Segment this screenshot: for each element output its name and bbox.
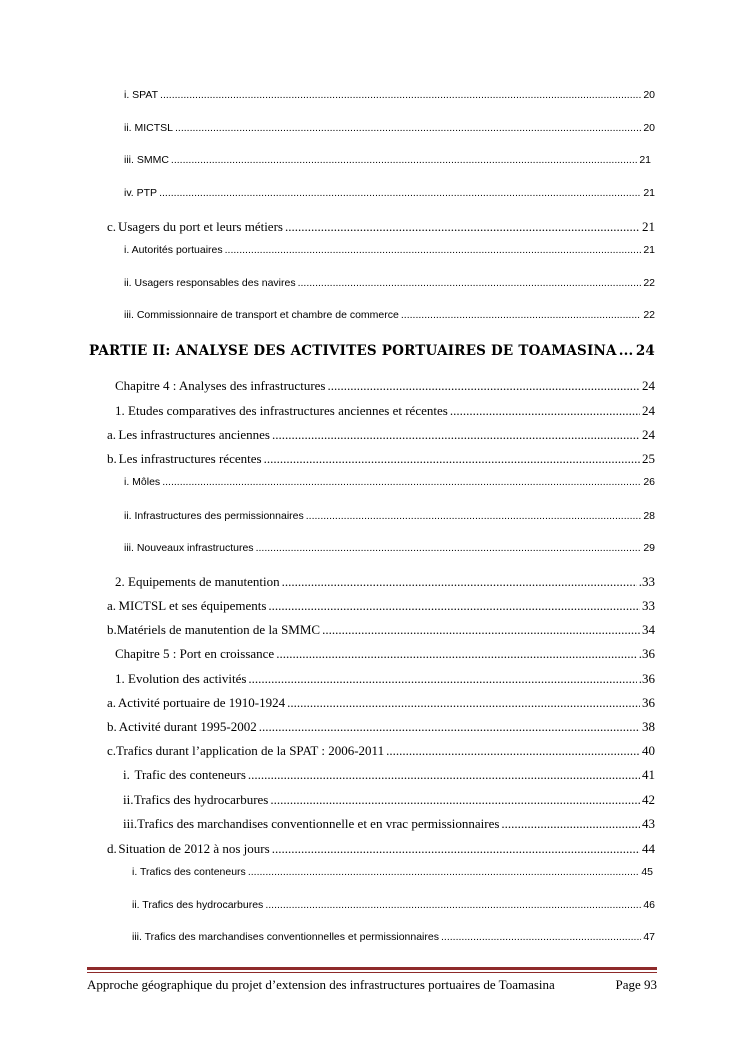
- toc-leader-dots: [159, 187, 641, 199]
- toc-entry-page: 22: [643, 309, 655, 321]
- toc-entry-title: Trafics des marchandises conventionnelle et en vrac permissionnaires: [137, 816, 500, 831]
- toc-entry-page: 21: [639, 154, 651, 166]
- toc-entry-title: Trafics durant l’application de la SPAT : 2006-2011: [116, 743, 385, 758]
- toc-entry-title: iii. Nouveaux infrastructures: [124, 542, 254, 554]
- toc-entry: [107, 427, 655, 443]
- toc-entry-page: 28: [643, 510, 655, 522]
- toc-entry-title: i. Môles: [124, 476, 161, 488]
- toc-entry-marker: a.: [107, 427, 117, 442]
- toc-entry-title: iii. Trafics des marchandises conventionnelles et permissionnaires: [132, 931, 439, 943]
- toc-entry: [107, 841, 655, 857]
- toc-entry: [123, 816, 655, 832]
- toc-entry-page: 24: [642, 427, 655, 442]
- toc-entry-page: 33: [642, 598, 655, 613]
- toc-leader-dots: [175, 122, 641, 134]
- toc-entry-page: 22: [643, 277, 655, 289]
- toc-leader-dots: [256, 542, 642, 554]
- toc-entry-marker: c.: [107, 219, 117, 234]
- toc-entry-page: 24: [635, 343, 655, 359]
- toc-entry-marker: a.: [107, 598, 117, 613]
- toc-entry-title: iii. SMMC: [124, 154, 169, 166]
- toc-entry-marker: b.: [107, 622, 117, 637]
- toc-entry: [107, 451, 655, 467]
- toc-entry-page: 42: [642, 792, 655, 807]
- toc-entry: [115, 574, 655, 590]
- toc-entry-page: 38: [642, 719, 655, 734]
- toc-leader-dots: [285, 219, 640, 235]
- toc-entry-page: 47: [643, 931, 655, 943]
- toc-leader-dots: [248, 866, 640, 878]
- toc-entry-title: ii. Usagers responsables des navires: [124, 277, 296, 289]
- toc-entry-page: 24: [642, 403, 655, 418]
- toc-entry: [124, 277, 655, 289]
- toc-leader-dots: [265, 899, 641, 911]
- toc-leader-dots: [272, 427, 640, 443]
- toc-entry-title: iv. PTP: [124, 187, 158, 199]
- toc-entry: [123, 792, 655, 808]
- toc-entry-marker: i.: [123, 767, 130, 782]
- toc-entry-title: Activité durant 1995-2002: [118, 719, 257, 734]
- toc-entry-title: 1. Evolution des activités: [115, 671, 247, 686]
- toc-entry: [124, 476, 655, 488]
- toc-entry-page: .36: [638, 671, 655, 686]
- toc-entry-page: 24: [642, 378, 655, 393]
- toc-entry-marker: a.: [107, 695, 117, 710]
- toc-entry-title: Trafics des hydrocarbures: [133, 792, 269, 807]
- toc-entry-title: i. SPAT: [124, 89, 159, 101]
- toc-entry-page: .33: [638, 574, 655, 589]
- toc-entry-title: Matériels de manutention de la SMMC: [116, 622, 321, 637]
- toc-entry: [132, 866, 653, 878]
- toc-leader-dots: [441, 931, 641, 943]
- footer-page-number: Page 93: [615, 977, 657, 992]
- toc-entry: [124, 244, 655, 256]
- toc-leader-dots: [322, 622, 640, 638]
- toc-entry-page: 25: [642, 451, 655, 466]
- toc-entry-page: 34: [642, 622, 655, 637]
- toc-entry: [124, 309, 655, 321]
- toc-entry-title: PARTIE II: ANALYSE DES ACTIVITES PORTUAIRES DE TOAMASINA: [89, 343, 617, 359]
- toc-entry-page: 41: [642, 767, 655, 782]
- toc-entry-title: Situation de 2012 à nos jours: [118, 841, 270, 856]
- toc-entry-page: 36: [642, 695, 655, 710]
- toc-entry: [132, 899, 655, 911]
- toc-entry-title: i. Trafics des conteneurs: [132, 866, 246, 878]
- toc-entry-page: 43: [642, 816, 655, 831]
- toc-entry-marker: b.: [107, 451, 117, 466]
- footer-divider: [87, 967, 657, 970]
- toc-entry-title: MICTSL et ses équipements: [118, 598, 267, 613]
- toc-entry-title: 1. Etudes comparatives des infrastructures anciennes et récentes: [115, 403, 448, 418]
- toc-entry-title: iii. Commissionnaire de transport et chambre de commerce: [124, 309, 399, 321]
- toc-entry-page: .36: [638, 646, 655, 661]
- toc-entry-title: Chapitre 4 : Analyses des infrastructures: [115, 378, 326, 393]
- toc-entry-title: 2. Equipements de manutention: [115, 574, 280, 589]
- toc-entry: [124, 89, 655, 101]
- toc-entry-title: ii. Trafics des hydrocarbures: [132, 899, 264, 911]
- toc-leader-dots: [248, 671, 636, 687]
- toc-entry-title: Les infrastructures anciennes: [118, 427, 270, 442]
- toc-entry: [124, 510, 655, 522]
- toc-entry-title: ii. MICTSL: [124, 122, 174, 134]
- toc-leader-dots: [401, 309, 641, 321]
- toc-leader-dots: [619, 343, 634, 359]
- toc-entry: [107, 219, 655, 235]
- toc-entry-marker: c.: [107, 743, 117, 758]
- toc-entry-page: 21: [643, 187, 655, 199]
- toc-leader-dots: [298, 277, 642, 289]
- toc-entry: [132, 931, 655, 943]
- toc-leader-dots: [171, 154, 637, 166]
- toc-leader-dots: [248, 767, 640, 783]
- footer-divider-thin: [87, 972, 657, 973]
- toc-chapter: [115, 646, 655, 662]
- toc-entry-title: Les infrastructures récentes: [118, 451, 262, 466]
- toc-entry-title: ii. Infrastructures des permissionnaires: [124, 510, 304, 522]
- toc-leader-dots: [264, 451, 640, 467]
- toc-chapter: [115, 378, 655, 394]
- toc-leader-dots: [386, 743, 640, 759]
- toc-leader-dots: [306, 510, 642, 522]
- toc-entry-page: 46: [643, 899, 655, 911]
- toc-entry: [107, 622, 655, 638]
- toc-entry-page: 45: [641, 866, 653, 878]
- toc-entry-title: Usagers du port et leurs métiers: [117, 219, 283, 234]
- toc-entry-marker: iii.: [123, 816, 138, 831]
- toc-entry: [115, 671, 655, 687]
- toc-leader-dots: [259, 719, 640, 735]
- toc-entry: [107, 695, 655, 711]
- toc-leader-dots: [282, 574, 637, 590]
- toc-leader-dots: [501, 816, 640, 832]
- toc-leader-dots: [450, 403, 640, 419]
- toc-entry-marker: ii.: [123, 792, 134, 807]
- toc-entry-page: 44: [642, 841, 655, 856]
- toc-leader-dots: [276, 646, 637, 662]
- toc-entry: [123, 767, 655, 783]
- page-footer: [87, 977, 657, 993]
- toc-leader-dots: [268, 598, 640, 614]
- toc-part-heading: [89, 343, 655, 359]
- toc-entry: [124, 187, 655, 199]
- toc-leader-dots: [272, 841, 640, 857]
- toc-entry: [107, 598, 655, 614]
- toc-entry-title: i. Autorités portuaires: [124, 244, 223, 256]
- toc-entry-page: 40: [642, 743, 655, 758]
- toc-leader-dots: [287, 695, 640, 711]
- toc-entry: [107, 743, 655, 759]
- footer-title: Approche géographique du projet d’extension des infrastructures portuaires de Toamasina: [87, 977, 555, 992]
- toc-entry-page: 20: [643, 122, 655, 134]
- toc-entry: [124, 122, 655, 134]
- toc-entry-page: 21: [643, 244, 655, 256]
- toc-leader-dots: [162, 476, 641, 488]
- toc-leader-dots: [160, 89, 641, 101]
- toc-entry-title: Trafic des conteneurs: [134, 767, 246, 782]
- toc-entry-title: Chapitre 5 : Port en croissance: [115, 646, 275, 661]
- toc-entry-page: 26: [643, 476, 655, 488]
- toc-entry: [115, 403, 655, 419]
- toc-leader-dots: [327, 378, 640, 394]
- toc-entry-page: 21: [642, 219, 655, 234]
- toc-entry: [107, 719, 655, 735]
- toc-entry: [124, 154, 651, 166]
- toc-entry-title: Activité portuaire de 1910-1924: [117, 695, 286, 710]
- toc-entry-marker: d.: [107, 841, 117, 856]
- toc-leader-dots: [270, 792, 640, 808]
- toc-entry-page: 20: [643, 89, 655, 101]
- toc-entry: [124, 542, 655, 554]
- toc-entry-marker: b.: [107, 719, 117, 734]
- toc-entry-page: 29: [643, 542, 655, 554]
- toc-leader-dots: [225, 244, 642, 256]
